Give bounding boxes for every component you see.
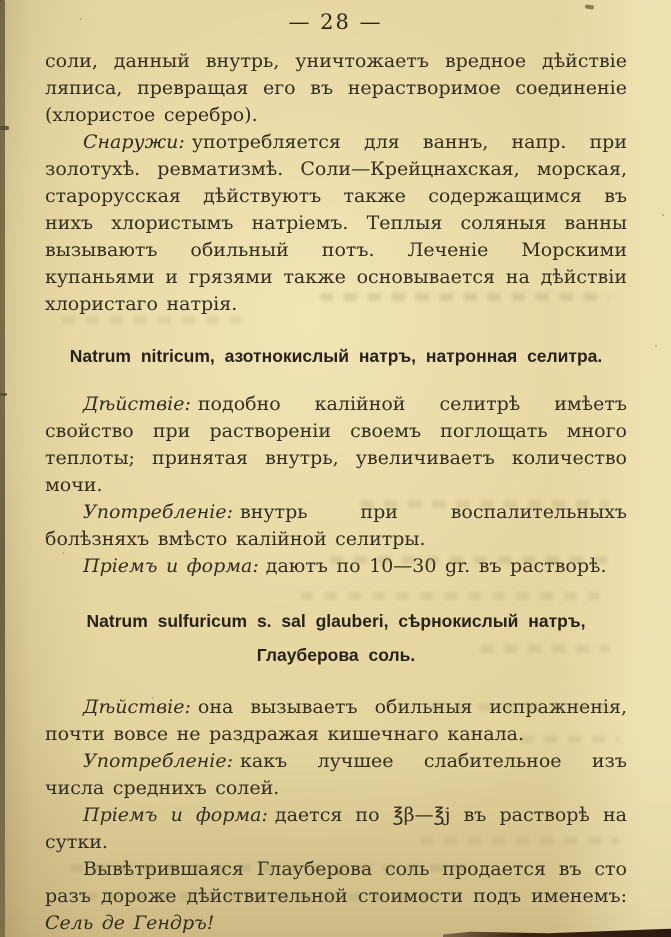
showthrough-smudge [520, 735, 620, 743]
paragraph-dejstvie [45, 391, 627, 499]
page-number: — 28 — [288, 10, 383, 34]
paragraph-upotreblenie [45, 748, 627, 802]
heading-line: Глауберова соль. [256, 645, 416, 665]
showthrough-smudge [360, 500, 610, 508]
showthrough-smudge [480, 645, 610, 653]
emphasized-phrase: Сель де Гендръ! [45, 912, 215, 934]
heading-line: Natrum sulfuricum s. sal glauberi, сѣрнокислый натръ, [86, 611, 586, 631]
paragraph-text: какъ лучшее слабительное изъ числа среднихъ солей. [45, 750, 627, 799]
term-label: Употребленіе: [83, 501, 234, 523]
term-label: Дѣйствіе: [83, 393, 191, 415]
paragraph-snaruzhi [45, 129, 627, 318]
paragraph-text: внутрь при воспалительныхъ болѣзняхъ вмѣсто калійной селитры. [45, 501, 627, 550]
paragraph-text: она вызываетъ обильныя испражненія, почти вовсе не раздражая кишечнаго канала. [45, 696, 627, 745]
term-label: Употребленіе: [83, 750, 234, 772]
term-label: Пріемъ и форма: [83, 555, 259, 577]
showthrough-smudge [62, 316, 242, 324]
dust-specks [0, 0, 2, 2]
section-heading-natrum-nitricum: Natrum nitricum, азотнокислый натръ, натронная селитра. [69, 346, 603, 366]
term-label: Дѣйствіе: [83, 696, 191, 718]
showthrough-smudge [420, 837, 620, 845]
term-label: Пріемъ и форма: [83, 804, 268, 826]
paragraph-text: употребляется для ваннъ, напр. при золотухѣ. ревматизмѣ. Соли—Крейцнахская, морская, старорусская дѣйствуютъ также содержащимся въ нихъ хлористымъ натріемъ. Теплыя соляныя ванны вызываютъ обильный потъ. Леченіе Морскими купаньями и грязями также основывается на дѣйствіи хлористаго натрія. [45, 131, 627, 315]
paragraph-text: соли, данный внутрь, уничтожаетъ вредное дѣйствіе ляписа, превращая его въ нерастворимое соединеніе (хлористое серебро). [45, 50, 627, 126]
paragraph-continuation [45, 48, 627, 129]
edge-mark [0, 126, 9, 130]
showthrough-smudge [430, 703, 620, 711]
page-gutter-shadow [0, 0, 5, 937]
paragraph-text: дается по ℥β—℥j въ растворѣ на сутки. [45, 804, 627, 853]
showthrough-smudge [330, 556, 610, 564]
text-column [0, 48, 671, 937]
paragraph-priem-i-forma [45, 802, 627, 856]
paragraph-text: подобно калійной селитрѣ имѣетъ свойство при раствореніи своемъ поглощать много теплоты; принятая внутрь, увеличиваетъ количество мочи. [45, 393, 627, 496]
section-heading-natrum-sulfuricum [45, 604, 627, 672]
paragraph-text: Вывѣтрившаяся Глауберова соль продается въ сто разъ дороже дѣйствительной стоимости подъ именемъ: [45, 858, 627, 907]
showthrough-smudge [84, 893, 444, 901]
term-label: Снаружи: [83, 131, 185, 153]
edge-mark [0, 393, 7, 396]
showthrough-smudge [300, 592, 600, 600]
showthrough-smudge [70, 864, 470, 872]
paragraph-text: даютъ по 10—30 gr. въ растворѣ. [265, 555, 607, 577]
showthrough-smudge [320, 293, 610, 301]
